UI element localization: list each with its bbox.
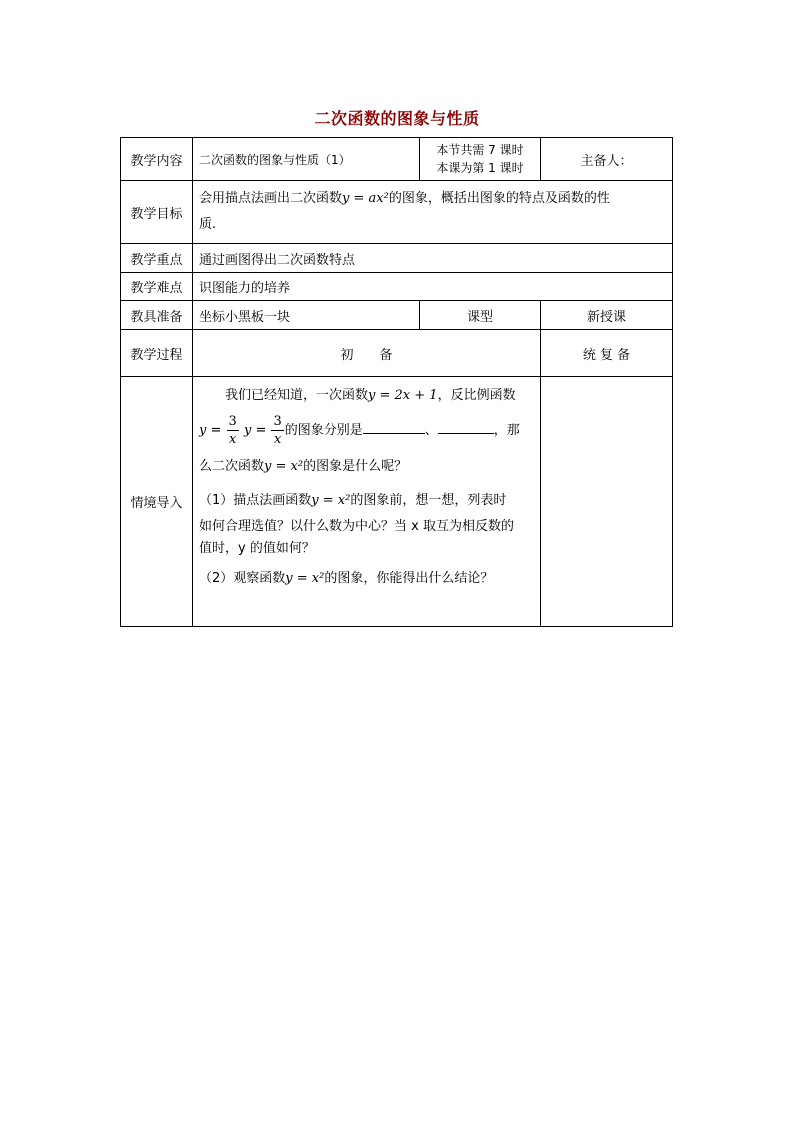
fraction-1-denominator: x [229, 432, 237, 447]
intro-p2-end: ，那 [493, 423, 520, 438]
intro-p1-text: 我们已经知道，一次函数 [225, 388, 369, 403]
label-process: 教学过程 [121, 330, 193, 377]
intro-paragraph-1 [199, 385, 534, 407]
question-1-line-2: 如何合理选值？以什么数为中心？当 x 取互为相反数的 [199, 519, 514, 534]
hours-current: 本课为第 1 课时 [436, 161, 524, 175]
row-difficulty [121, 273, 673, 301]
fill-blank-1[interactable] [363, 421, 425, 434]
question-1-line-3: 值时，y 的值如何？ [199, 541, 315, 556]
fraction-2 [271, 413, 283, 448]
question-1-formula: y = x² [311, 493, 351, 508]
row-intro [121, 377, 673, 627]
question-2 [199, 568, 534, 590]
intro-separator: 、 [424, 423, 438, 438]
objective-text-wrap: 质. [199, 217, 217, 232]
row-key-point [121, 244, 673, 273]
intro-paragraph-3 [199, 456, 534, 478]
label-key-point: 教学重点 [121, 244, 193, 273]
unified-prep-notes[interactable] [541, 377, 673, 627]
page-title: 二次函数的图象与性质 [314, 109, 480, 128]
intro-p3-text: 么二次函数 [199, 459, 265, 474]
row-materials [121, 301, 673, 330]
lesson-hours [420, 138, 541, 181]
difficulty-text: 识图能力的培养 [193, 273, 673, 301]
question-1-after: 的图象前，想一想，列表时 [350, 493, 507, 508]
objective-text [193, 181, 673, 244]
row-content [121, 138, 673, 181]
lesson-plan-table [120, 137, 673, 627]
lesson-type-value: 新授课 [541, 301, 673, 330]
objective-text-before: 会用描点法画出二次函数 [199, 191, 343, 206]
hours-total: 本节共需 7 课时 [436, 143, 524, 157]
fill-blank-2[interactable] [438, 421, 494, 434]
row-objective [121, 181, 673, 244]
lesson-type-label: 课型 [420, 301, 541, 330]
col-initial-prep: 初 备 [193, 330, 541, 377]
row-process [121, 330, 673, 377]
intro-linear-formula: y = 2x + 1 [368, 388, 438, 403]
label-content: 教学内容 [121, 138, 193, 181]
intro-content [193, 377, 541, 627]
materials-text: 坐标小黑板一块 [193, 301, 420, 330]
objective-text-after: 的图象，概括出图象的特点及函数的性 [388, 191, 610, 206]
fraction-2-denominator: x [273, 432, 282, 447]
question-1-text: （1）描点法画函数 [199, 493, 312, 508]
fraction-2-numerator: 3 [273, 414, 282, 429]
question-2-after: 的图象，你能得出什么结论？ [324, 571, 494, 586]
intro-quadratic-formula: y = x² [264, 459, 304, 474]
fraction-1 [227, 413, 239, 448]
question-2-formula: y = x² [285, 571, 325, 586]
col-unified-prep: 统 复 备 [541, 330, 673, 377]
objective-formula: y = ax² [342, 191, 389, 206]
label-intro: 情境导入 [121, 377, 193, 627]
label-difficulty: 教学难点 [121, 273, 193, 301]
preparer: 主备人： [541, 138, 673, 181]
intro-paragraph-2: y = $\frac{3}{x}$ y = $\frac{3}{x}$ 的图象分别是 、 ，那 [199, 414, 520, 447]
label-materials: 教具准备 [121, 301, 193, 330]
label-objective: 教学目标 [121, 181, 193, 244]
fraction-1-numerator: 3 [228, 414, 237, 429]
intro-p1-after: ，反比例函数 [437, 388, 516, 403]
intro-p2-after: 的图象分别是 [284, 423, 363, 438]
question-2-text: （2）观察函数 [199, 571, 286, 586]
question-1 [199, 490, 534, 512]
lesson-content: 二次函数的图象与性质（1） [193, 138, 420, 181]
intro-p3-after: 的图象是什么呢？ [303, 459, 408, 474]
key-point-text: 通过画图得出二次函数特点 [193, 244, 673, 273]
